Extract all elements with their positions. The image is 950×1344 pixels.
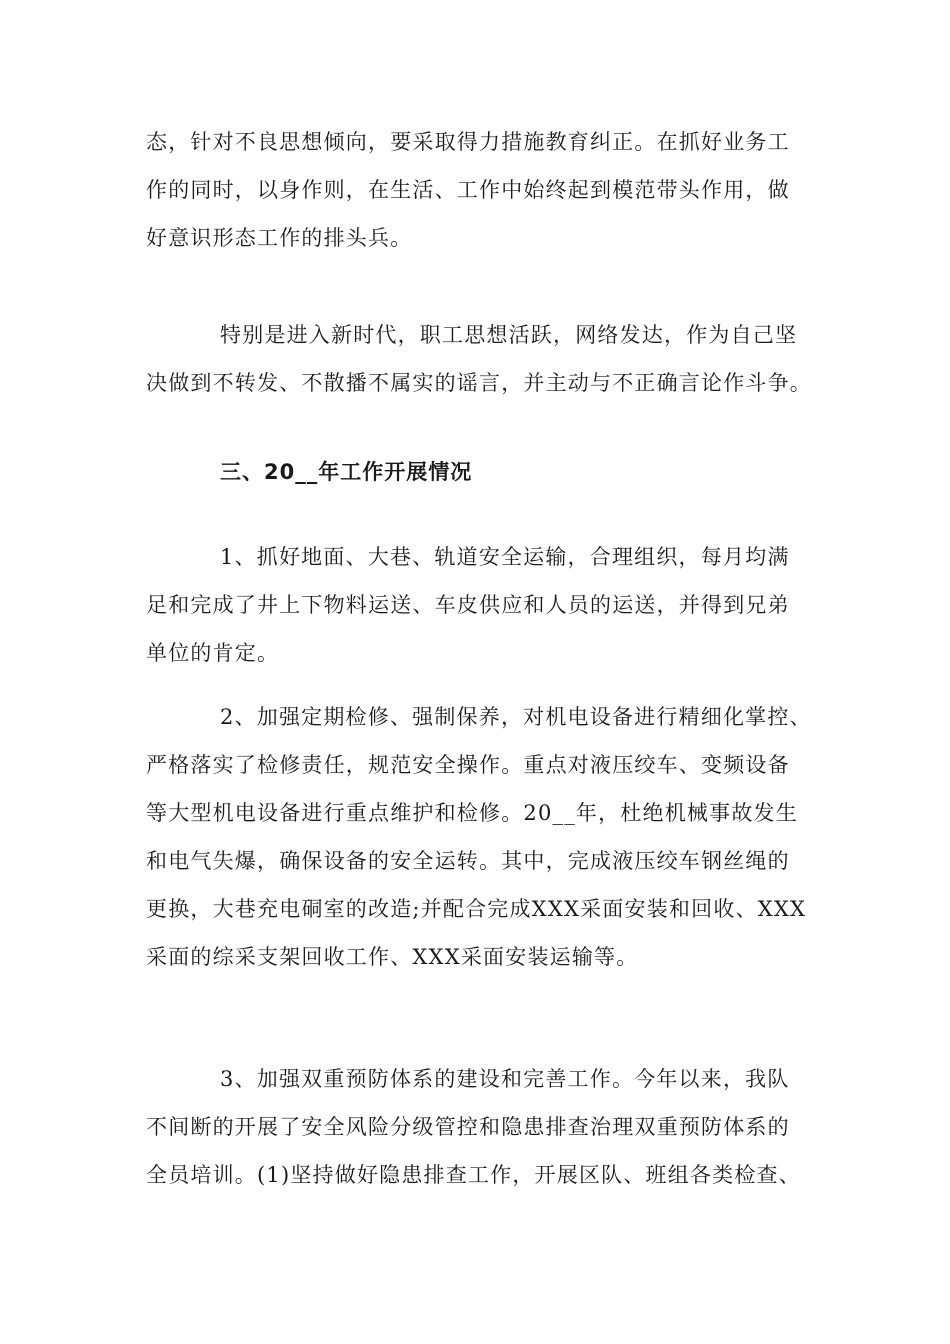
text-line: 等大型机电设备进行重点维护和检修。20__年，杜绝机械事故发生	[146, 801, 798, 825]
paragraph-item-3	[146, 1055, 814, 1199]
paragraph-ideology-work	[146, 118, 814, 262]
text-line: 2、加强定期检修、强制保养，对机电设备进行精细化掌控、	[220, 705, 812, 729]
text-line: 好意识形态工作的排头兵。	[146, 226, 413, 250]
text-line: 更换，大巷充电硐室的改造;并配合完成XXX采面安装和回收、XXX	[146, 897, 807, 921]
text-line: 单位的肯定。	[146, 641, 280, 665]
paragraph-new-era	[146, 311, 814, 407]
paragraph-item-1	[146, 533, 814, 677]
text-line: 采面的综采支架回收工作、XXX采面安装运输等。	[146, 945, 639, 969]
text-line: 决做到不转发、不散播不属实的谣言，并主动与不正确言论作斗争。	[146, 371, 812, 395]
text-line: 作的同时，以身作则，在生活、工作中始终起到模范带头作用，做	[146, 178, 790, 202]
text-line: 足和完成了井上下物料运送、车皮供应和人员的运送，并得到兄弟	[146, 593, 790, 617]
text-line: 态，针对不良思想倾向，要采取得力措施教育纠正。在抓好业务工	[146, 130, 790, 154]
text-line: 3、加强双重预防体系的建设和完善工作。今年以来，我队	[220, 1067, 790, 1091]
text-line: 不间断的开展了安全风险分级管控和隐患排查治理双重预防体系的	[146, 1115, 790, 1139]
text-line: 严格落实了检修责任，规范安全操作。重点对液压绞车、变频设备	[146, 753, 790, 777]
text-line: 和电气失爆，确保设备的安全运转。其中，完成液压绞车钢丝绳的	[146, 849, 790, 873]
paragraph-item-2	[146, 693, 814, 981]
text-line: 全员培训。(1)坚持做好隐患排查工作，开展区队、班组各类检查、	[146, 1163, 801, 1187]
text-line: 1、抓好地面、大巷、轨道安全运输，合理组织，每月均满	[220, 545, 790, 569]
text-line: 特别是进入新时代，职工思想活跃，网络发达，作为自己坚	[220, 323, 798, 347]
section-heading: 三、20__年工作开展情况	[220, 460, 473, 484]
